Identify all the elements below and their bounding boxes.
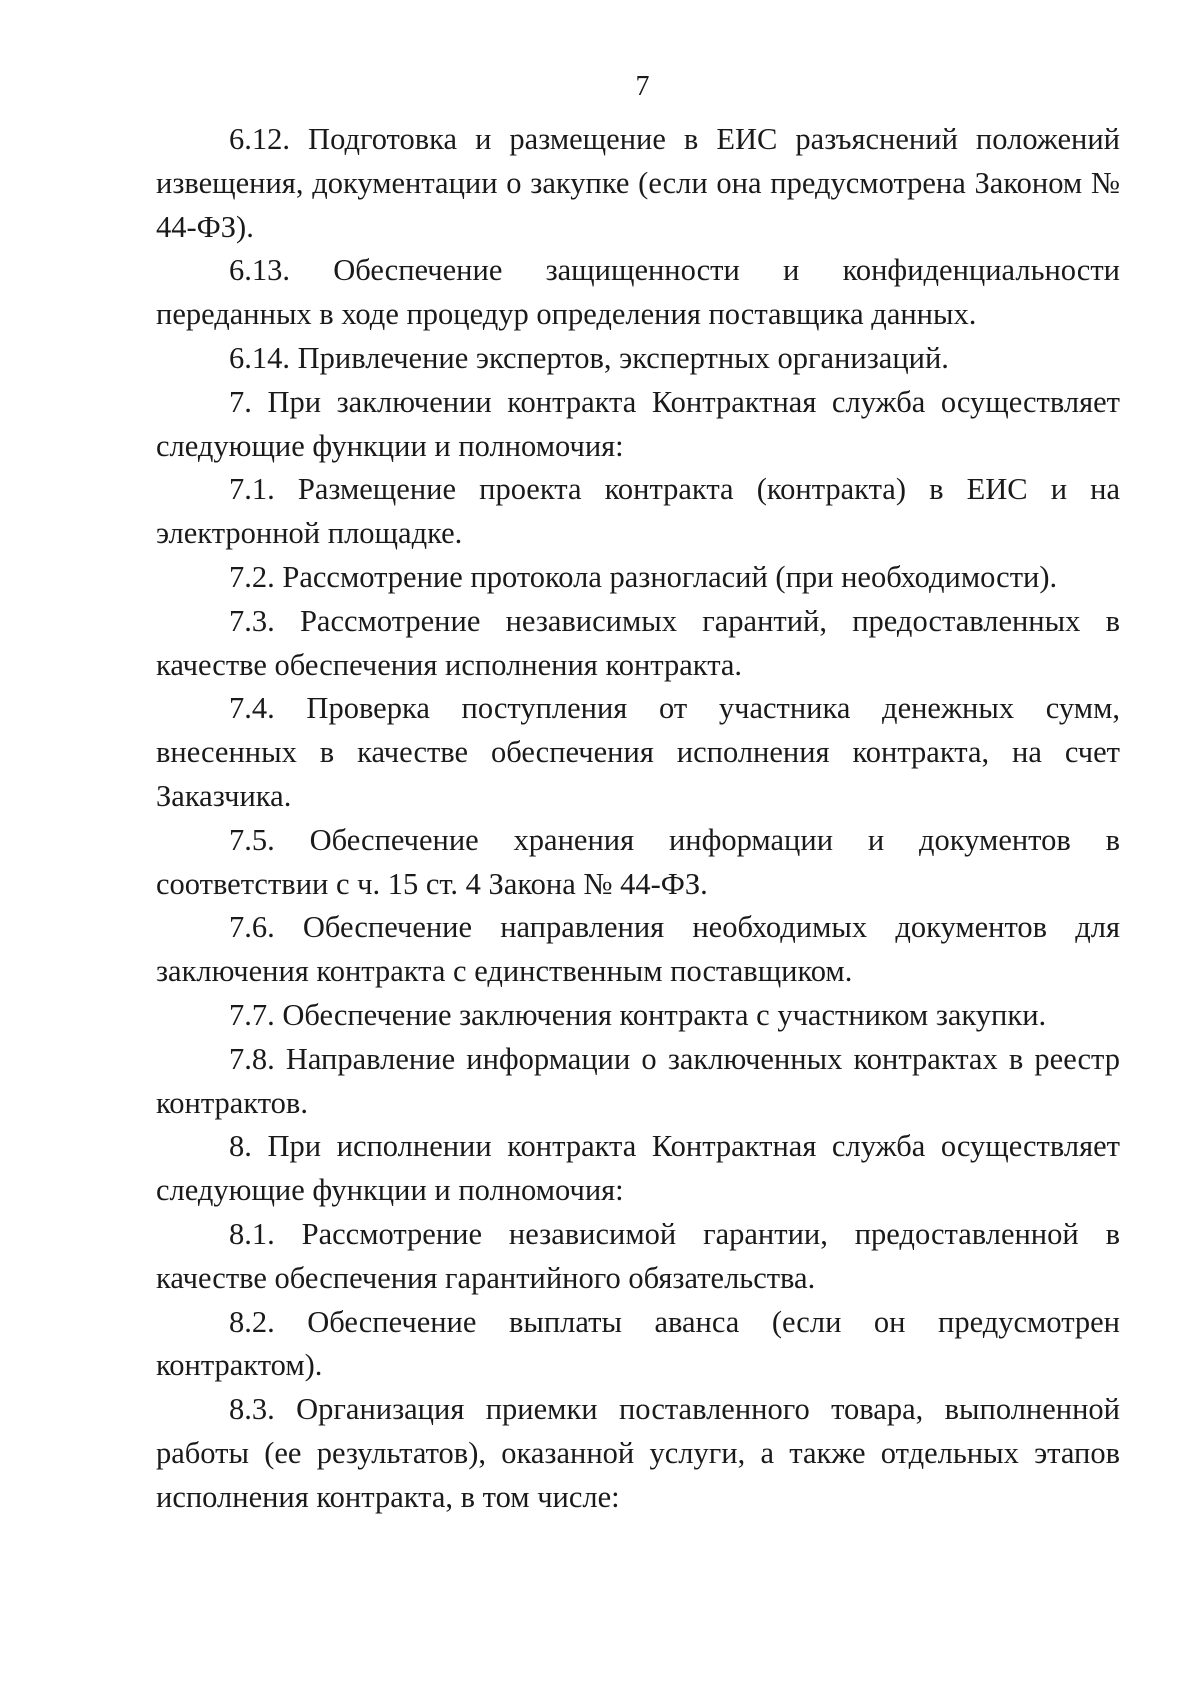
paragraph-8: 8. При исполнении контракта Контрактная служба осуществляет следующие функции и полномочия: (156, 1129, 1120, 1208)
paragraph-6-13: 6.13. Обеспечение защищенности и конфиденциальности переданных в ходе процедур определения поставщика данных. (156, 253, 1120, 332)
page-number: 7 (635, 71, 650, 102)
paragraph-7-2: 7.2. Рассмотрение протокола разногласий (при необходимости). (229, 559, 1058, 594)
paragraph-7-7: 7.7. Обеспечение заключения контракта с участником закупки. (229, 997, 1047, 1032)
paragraph-7: 7. При заключении контракта Контрактная служба осуществляет следующие функции и полномочия: (156, 384, 1120, 463)
paragraph-7-8: 7.8. Направление информации о заключенных контрактах в реестр контрактов. (156, 1041, 1120, 1120)
paragraph-6-12: 6.12. Подготовка и размещение в ЕИС разъяснений положений извещения, документации о закупке (если она предусмотрена Законом № 44-ФЗ). (156, 122, 1120, 244)
paragraph-7-5: 7.5. Обеспечение хранения информации и документов в соответствии с ч. 15 ст. 4 Закона № 44-ФЗ. (156, 822, 1120, 901)
paragraph-7-4: 7.4. Проверка поступления от участника денежных сумм, внесенных в качестве обеспечения исполнения контракта, на счет Заказчика. (156, 691, 1120, 813)
paragraph-8-1: 8.1. Рассмотрение независимой гарантии, предоставленной в качестве обеспечения гарантийного обязательства. (156, 1216, 1120, 1295)
paragraph-8-3: 8.3. Организация приемки поставленного товара, выполненной работы (ее результатов), оказанной услуги, а также отдельных этапов исполнения контракта, в том числе: (156, 1392, 1120, 1514)
paragraph-8-2: 8.2. Обеспечение выплаты аванса (если он предусмотрен контрактом). (156, 1304, 1120, 1383)
paragraph-7-1: 7.1. Размещение проекта контракта (контракта) в ЕИС и на электронной площадке. (156, 472, 1120, 551)
document-body (156, 118, 1120, 1520)
paragraph-7-3: 7.3. Рассмотрение независимых гарантий, предоставленных в качестве обеспечения исполнения контракта. (156, 603, 1120, 682)
paragraph-6-14: 6.14. Привлечение экспертов, экспертных организаций. (229, 340, 949, 375)
paragraph-7-6: 7.6. Обеспечение направления необходимых документов для заключения контракта с единственным поставщиком. (156, 910, 1120, 989)
